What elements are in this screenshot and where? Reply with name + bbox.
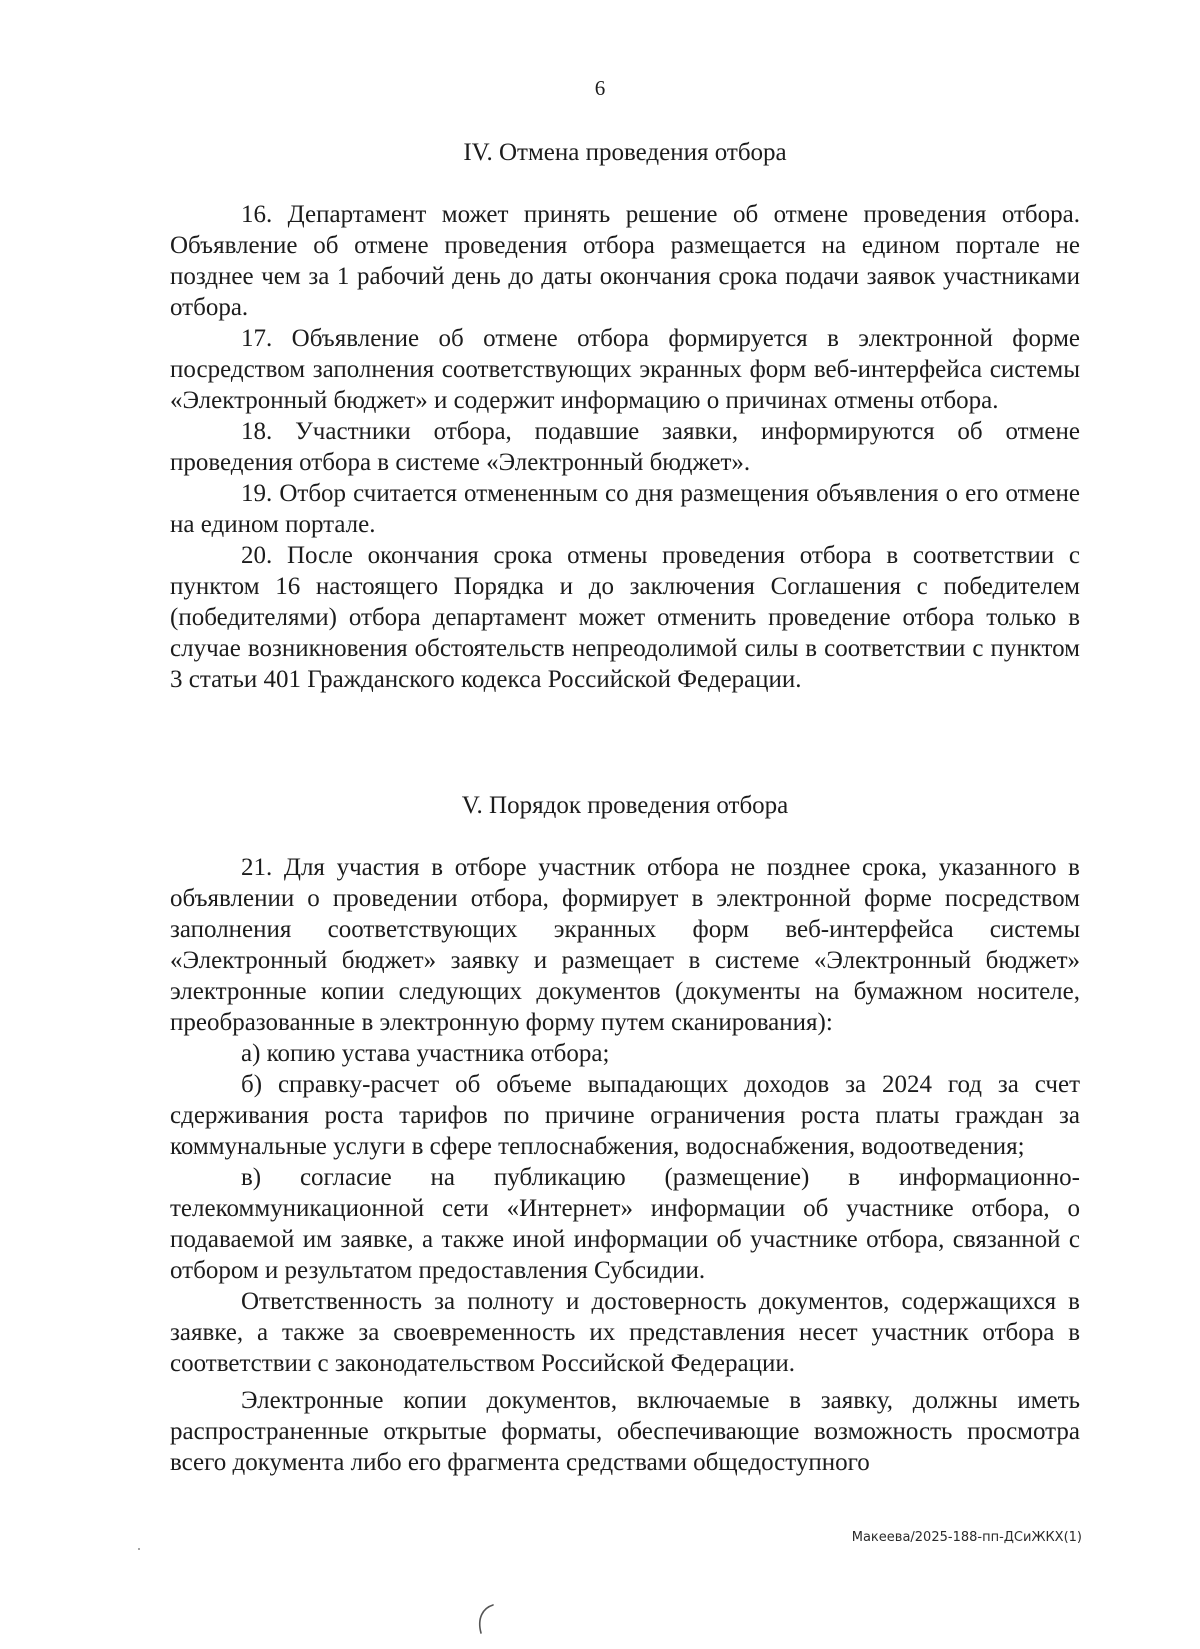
paragraph-17: 17. Объявление об отмене отбора формируется в электронной форме посредством заполнения соответствующих экранных форм веб-интерфейса системы «Электронный бюджет» и содержит информацию о причинах отмены отбора.	[170, 325, 1080, 414]
scan-speck	[138, 1548, 140, 1550]
paragraph-responsibility: Ответственность за полноту и достоверность документов, содержащихся в заявке, а также за своевременность их представления несет участник отбора в соответствии с законодательством Российской Федерации.	[170, 1288, 1080, 1377]
paragraph-20: 20. После окончания срока отмены проведения отбора в соответствии с пунктом 16 настоящего Порядка и до заключения Соглашения с победителем (победителями) отбора департамент может отменить проведение отбора только в случае возникновения обстоятельств непреодолимой силы в соответствии с пунктом 3 статьи 401 Гражданского кодекса Российской Федерации.	[170, 542, 1080, 693]
list-item-v: в) согласие на публикацию (размещение) в информационно-телекоммуникационной сети «Интернет» информации об участнике отбора, о подаваемой им заявке, а также иной информации об участнике отбора, связанной с отбором и результатом предоставления Субсидии.	[170, 1164, 1080, 1284]
list-item-b: б) справку-расчет об объеме выпадающих доходов за 2024 год за счет сдерживания роста тарифов по причине ограничения роста платы граждан за коммунальные услуги в сфере теплоснабжения, водоснабжения, водоотведения;	[170, 1071, 1080, 1160]
page-number: 6	[594, 76, 606, 100]
paragraph-16: 16. Департамент может принять решение об отмене проведения отбора. Объявление об отмене проведения отбора размещается на едином портале не позднее чем за 1 рабочий день до даты окончания срока подачи заявок участниками отбора.	[170, 201, 1080, 321]
paragraph-18: 18. Участники отбора, подавшие заявки, информируются об отмене проведения отбора в системе «Электронный бюджет».	[170, 418, 1080, 476]
section-v-body	[170, 852, 1080, 1478]
pen-mark-icon	[475, 1602, 497, 1636]
list-item-a: а) копию устава участника отбора;	[241, 1040, 610, 1067]
section-title-v: V. Порядок проведения отбора	[461, 792, 789, 819]
document-code: Макеева/2025-188-пп-ДСиЖКХ(1)	[851, 1530, 1082, 1545]
paragraph-electronic-copies: Электронные копии документов, включаемые в заявку, должны иметь распространенные открытые форматы, обеспечивающие возможность просмотра всего документа либо его фрагмента средствами общедоступного	[170, 1387, 1080, 1476]
paragraph-21: 21. Для участия в отборе участник отбора не позднее срока, указанного в объявлении о проведении отбора, формирует в электронной форме посредством заполнения соответствующих экранных форм веб-интерфейса системы «Электронный бюджет» заявку и размещает в системе «Электронный бюджет» электронные копии следующих документов (документы на бумажном носителе, преобразованные в электронную форму путем сканирования):	[170, 854, 1080, 1036]
section-iv-body	[170, 199, 1080, 695]
paragraph-19: 19. Отбор считается отмененным со дня размещения объявления о его отмене на едином портале.	[170, 480, 1080, 538]
section-title-iv: IV. Отмена проведения отбора	[463, 139, 787, 166]
